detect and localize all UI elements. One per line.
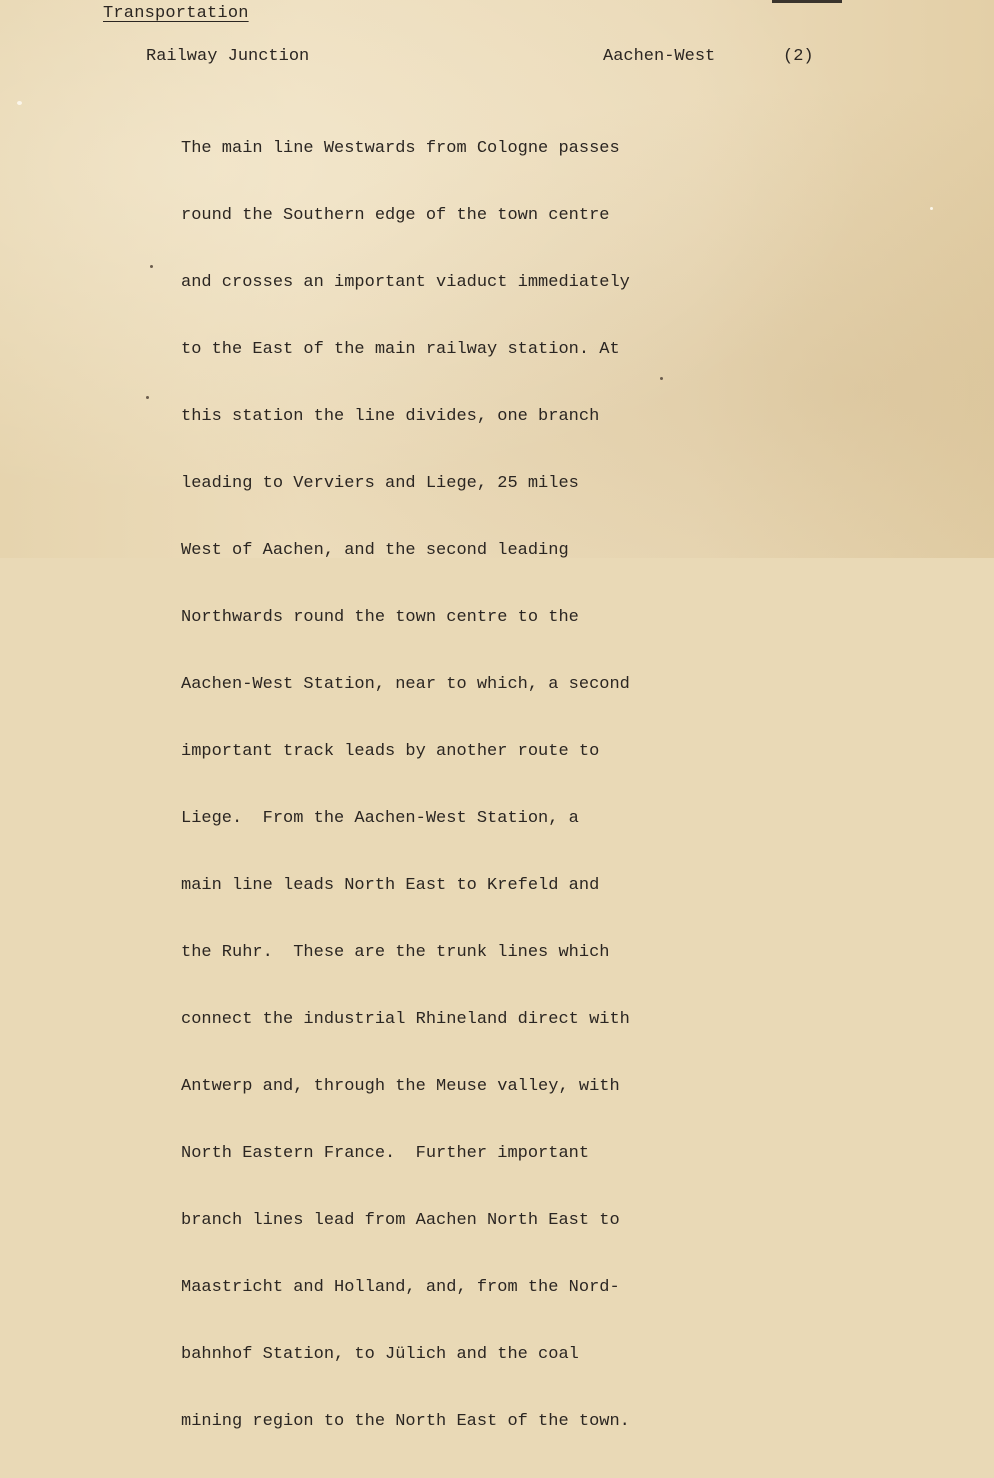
text-line: leading to Verviers and Liege, 25 miles (181, 473, 579, 493)
text-line: main line leads North East to Krefeld and (181, 876, 600, 896)
text-line: round the Southern edge of the town centre (181, 205, 610, 225)
text-line: Liege. From the Aachen-West Station, a (181, 809, 579, 828)
text-line: Maastricht and Holland, and, from the Nord- (181, 1278, 620, 1298)
paper-speck (17, 101, 22, 105)
text-line: West of Aachen, and the second leading (181, 540, 569, 560)
paper-speck (660, 377, 663, 380)
section-heading: Transportation (103, 4, 249, 23)
body-paragraph (181, 93, 630, 1478)
text-line: the Ruhr. These are the trunk lines which (181, 943, 610, 963)
text-line: branch lines lead from Aachen North East to (181, 1211, 620, 1231)
text-line: North Eastern France. Further important (181, 1144, 590, 1164)
text-line: bahnhof Station, to Jülich and the coal (181, 1345, 579, 1365)
top-rule-mark (772, 0, 842, 3)
text-line: connect the industrial Rhineland direct with (181, 1010, 630, 1030)
paper-speck (150, 265, 153, 268)
document-title: Railway Junction (146, 47, 310, 66)
text-line: Antwerp and, through the Meuse valley, with (181, 1077, 620, 1097)
text-line: and crosses an important viaduct immediately (181, 272, 630, 292)
paper-speck (930, 207, 933, 210)
text-line: this station the line divides, one branch (181, 406, 600, 426)
text-line: important track leads by another route to (181, 741, 600, 761)
text-line: Aachen-West Station, near to which, a second (181, 674, 630, 694)
text-line: mining region to the North East of the town. (181, 1412, 630, 1432)
text-line: The main line Westwards from Cologne passes (181, 138, 620, 158)
page-number: (2) (783, 47, 814, 66)
paper-speck (146, 396, 149, 399)
text-line: to the East of the main railway station. At (181, 339, 620, 359)
location-name: Aachen-West (603, 47, 716, 66)
text-line: Northwards round the town centre to the (181, 607, 579, 627)
